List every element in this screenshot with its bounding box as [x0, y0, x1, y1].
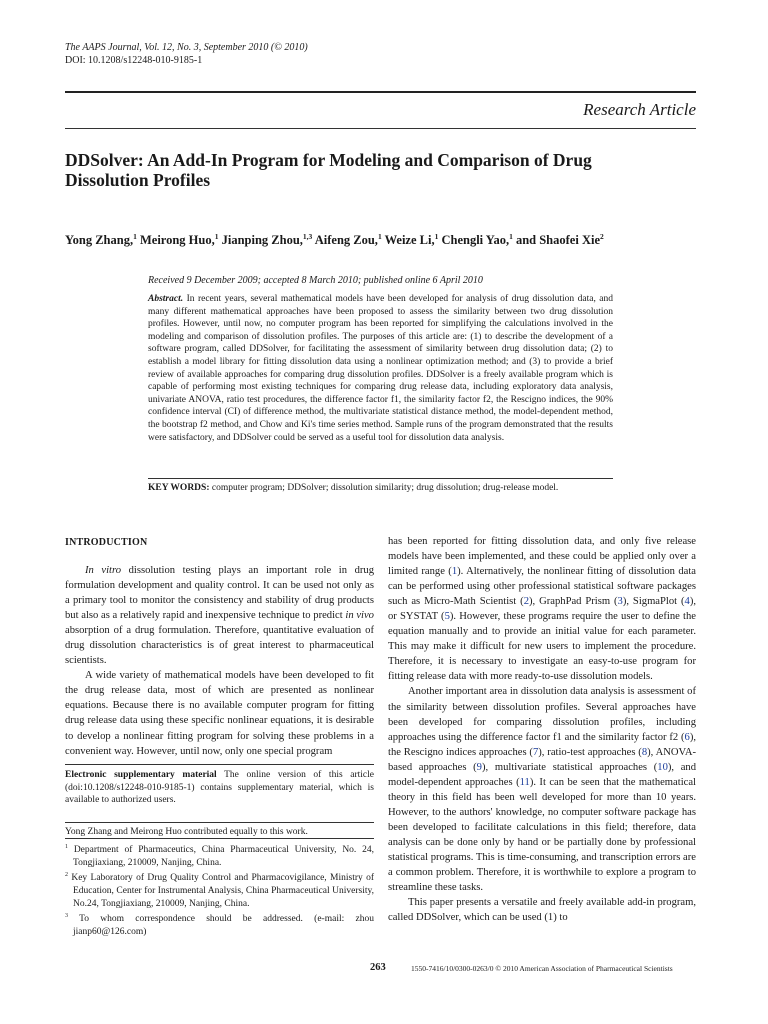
supplementary-label: Electronic supplementary material [65, 770, 217, 780]
reference-link[interactable]: 8 [641, 746, 648, 758]
paper-title: DDSolver: An Add-In Program for Modeling and Comparison of Drug Dissolution Profiles [65, 150, 592, 190]
title-rule [65, 128, 696, 129]
author-affiliation-mark: 1 [434, 232, 439, 241]
reference-link[interactable]: 2 [523, 596, 529, 608]
author: Aifeng Zou, [314, 233, 378, 248]
keywords-rule [148, 478, 613, 479]
author-affiliation-mark: 2 [600, 232, 604, 241]
author: Chengli Yao, [441, 233, 510, 248]
page-number: 263 [370, 962, 386, 973]
author-affiliation-mark: 1 [377, 232, 382, 241]
paragraph-text: ), ratio-test approaches ( [538, 746, 642, 758]
affiliation-text: To whom correspondence should be addressed. (e-mail: zhou jianp60@126.com) [73, 914, 374, 938]
affiliations [65, 841, 374, 939]
author-affiliation-mark: 1,3 [302, 232, 313, 241]
reference-link[interactable]: 6 [684, 731, 690, 743]
author-affiliation-mark: 1 [509, 232, 513, 241]
paragraph-text: absorption of a drug formulation. Therefore, quantitative evaluation of drug dissolution characteristics is of great interest to pharmaceutical scientists. [65, 625, 374, 667]
reference-link[interactable]: 10 [657, 761, 668, 773]
paragraph-text: ), the Rescigno indices approaches ( [388, 731, 696, 758]
paragraph [65, 563, 374, 668]
journal-citation: The AAPS Journal, Vol. 12, No. 3, September 2010 (© 2010) [65, 42, 308, 53]
italic-term: In vitro [85, 565, 122, 576]
paragraph-text: ), multivariate statistical approaches ( [481, 761, 658, 773]
author: Weize Li, [384, 233, 435, 248]
author: and Shaofei Xie [515, 233, 600, 248]
abstract-label: Abstract. [148, 294, 184, 304]
italic-term: in vivo [345, 610, 374, 622]
keywords-text: computer program; DDSolver; dissolution similarity; drug dissolution; drug-release model. [211, 483, 559, 493]
keywords-label: KEY WORDS: [148, 483, 210, 493]
reference-link[interactable]: 5 [444, 611, 450, 623]
footnote-rule [65, 822, 374, 823]
affiliation [65, 910, 374, 938]
paragraph-text: ). It can be seen that the mathematical theory in this field has been well developed for more than 10 years. However, to the authors' knowledge, no computer software package has been developed to facilitate calculations in this field; therefore, data analysis can be done only by hand or be partially done by professional statistical programs. This is time-consuming, and transcription errors are a common problem. Therefore, it is worthwhile to explore a program to streamline these tasks. [388, 776, 696, 894]
author: Jianping Zhou, [221, 233, 303, 248]
footnote-rule [65, 764, 374, 765]
header-rule [65, 91, 696, 93]
author: Meirong Huo, [139, 233, 215, 248]
contribution-note: Yong Zhang and Meirong Huo contributed equally to this work. [65, 827, 308, 837]
paragraph-text: ), GraphPad Prism ( [529, 596, 618, 608]
paragraph [388, 534, 696, 684]
affiliation-text: Key Laboratory of Drug Quality Control and Pharmacovigilance, Ministry of Education, Center for Instrumental Analysis, China Pharmaceutical University, No.24, Tongjiaxiang, 210009, Nanjing, China. [71, 873, 375, 909]
author-affiliation-mark: 1 [214, 232, 219, 241]
affiliation [65, 841, 374, 869]
reference-link[interactable]: 1 [451, 566, 458, 578]
reference-link[interactable]: 4 [684, 596, 690, 608]
keywords [148, 482, 613, 495]
author: Yong Zhang, [65, 233, 134, 248]
paragraph-text: dissolution testing plays an important role in drug formulation development and quality control. It can be used not only as a primary tool to monitor the consistency and stability of drug products but also as a relatively rapid and inexpensive technique to predict [65, 565, 374, 622]
paragraph-text: Another important area in dissolution data analysis is assessment of the similarity between dissolution profiles. Several approaches have been developed for comparing dissolution profiles, including approaches using the difference factor f1 and the similarity factor f2 ( [388, 686, 696, 743]
supplementary-note [65, 769, 374, 807]
reference-link[interactable]: 7 [532, 746, 539, 758]
paragraph-text: ), and model-dependent approaches ( [388, 761, 697, 788]
paragraph-text: ), ANOVA-based approaches ( [388, 746, 696, 773]
footnote-rule [65, 838, 374, 839]
paragraph [388, 684, 696, 895]
abstract [148, 293, 613, 444]
article-type: Research Article [583, 100, 696, 119]
affiliation-mark: 1 [65, 844, 68, 850]
introduction-body [65, 563, 374, 759]
paragraph-text: has been reported for fitting dissolution data, and only five release models have been implemented, and these could be applied only over a limited range ( [388, 536, 696, 578]
author-list [65, 229, 705, 248]
reference-link[interactable]: 9 [476, 761, 482, 773]
section-heading-introduction: INTRODUCTION [65, 537, 148, 548]
paragraph-text: ), SigmaPlot ( [622, 596, 685, 608]
paragraph: A wide variety of mathematical models have been developed to fit the drug release data, most of which are presented as nonlinear equations. Because there is no available computer program for fitting drug release data using these specific nonlinear equations, it is desirable to develop a nonlinear fitting program for solving these problems in a convenient way. However, until now, only one special program [65, 670, 374, 757]
paragraph-text: ). However, these programs require the user to define the equation manually and to provide an initial value for each parameter. This may make it difficult for new users to implement the procedure. Therefore, it is necessary to investigate an easy-to-use program for fitting release data with more ready-to-use dissolution models. [388, 611, 696, 683]
affiliation [65, 869, 374, 910]
received-dates: Received 9 December 2009; accepted 8 March 2010; published online 6 April 2010 [148, 275, 483, 286]
affiliation-mark: 2 [65, 872, 68, 879]
affiliation-mark: 3 [65, 913, 68, 920]
paragraph: This paper presents a versatile and freely available add-in program, called DDSolver, which can be used (1) to [388, 897, 696, 924]
introduction-body-continued [388, 534, 696, 925]
paragraph-text: ). Alternatively, the nonlinear fitting of dissolution data can be performed using other professional statistical software packages such as Micro-Math Scientist ( [388, 566, 697, 608]
author-affiliation-mark: 1 [133, 232, 137, 241]
abstract-text: In recent years, several mathematical models have been developed for analysis of drug dissolution data, and many different mathematical approaches have been proposed to assess the similarity between two drug dissolution profiles. However, until now, no computer program has been reported for simplifying the calculations involved in the modeling and comparison of dissolution profiles. The purposes of this article are: (1) to describe the development of a software program, called DDSolver, for facilitating the assessment of similarity between drug dissolution data; (2) to establish a model library for fitting dissolution data using a nonlinear optimization method; and (3) to provide a brief review of available approaches for comparing drug dissolution profiles. DDSolver is a freely available program which is capable of performing most existing techniques for comparing drug release data, including exploratory data analysis, univariate ANOVA, ratio test procedures, the difference factor f1, the similarity factor f2, the Rescigno indices, the 90% confidence interval (CI) of difference method, the multivariate statistical distance method, the model-dependent method, the bootstrap f2 method, and Chow and Ki's time series method. Sample runs of the program demonstrated that the results were satisfactory, and DDSolver could be served as a useful tool for dissolution data analysis. [148, 294, 614, 443]
reference-link[interactable]: 3 [617, 596, 623, 608]
affiliation-text: Department of Pharmaceutics, China Pharmaceutical University, No. 24, Tongjiaxiang, 210009, Nanjing, China. [73, 845, 374, 868]
reference-link[interactable]: 11 [519, 776, 530, 788]
supplementary-text: The online version of this article (doi:10.1208/s12248-010-9185-1) contains supplementary material, which is available to authorized users. [65, 770, 374, 806]
copyright-line: 1550-7416/10/0300-0263/0 © 2010 American Association of Pharmaceutical Scientists [411, 964, 673, 973]
doi: DOI: 10.1208/s12248-010-9185-1 [65, 55, 203, 66]
paragraph-text: ), or SYSTAT ( [388, 596, 697, 623]
